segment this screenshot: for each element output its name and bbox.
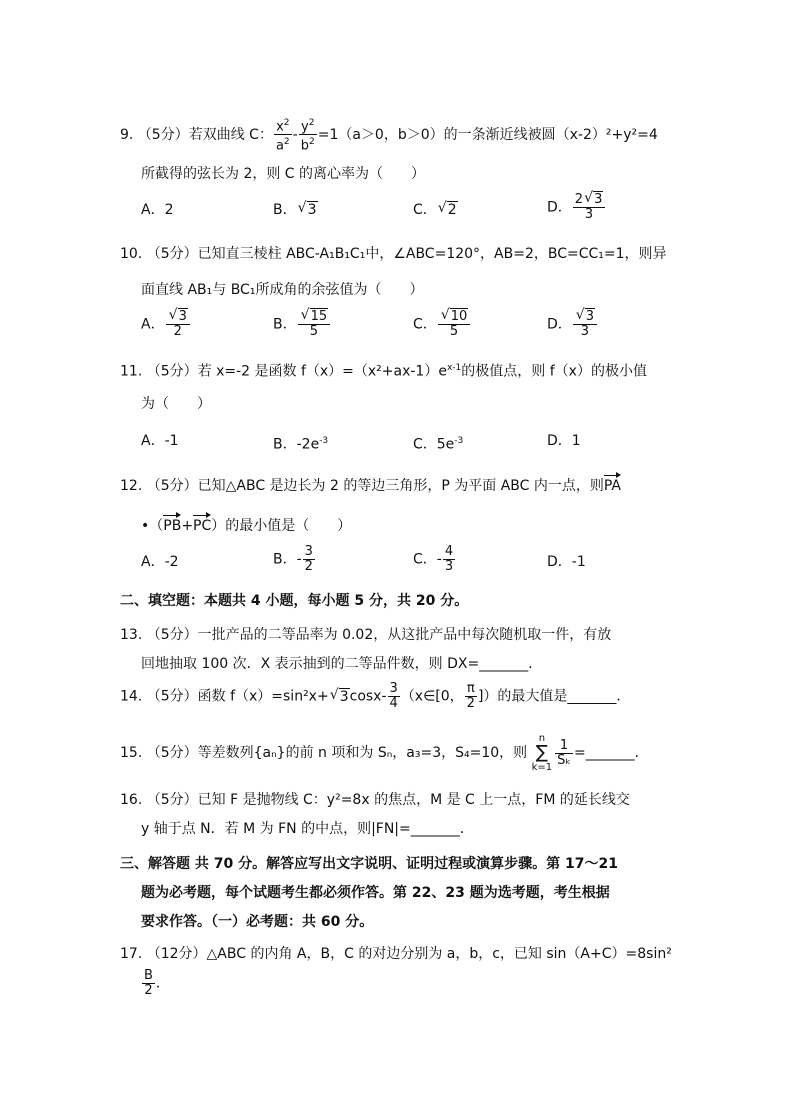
q10-option-d: D． √ 3 3 bbox=[547, 310, 598, 339]
q10-line1: 10. （5分）已知直三棱柱 ABC-A₁B₁C₁中，∠ABC=120°，AB=2，BC=CC₁=1，则异 bbox=[120, 246, 667, 262]
q9-frac-x: $\frac{x^2}{a^2}$ bbox=[275, 118, 290, 154]
q13-line1: 13. （5分）一批产品的二等品率为 0.02，从这批产品中每次随机取一件，有放 bbox=[120, 627, 612, 643]
q12-option-a: A．-2 bbox=[141, 554, 179, 570]
q9-line1: 9. （5分）若双曲线 C： $\frac{x^2}{a^2}$ - $\frac{y^2}{b^2}$ =1（a＞0，b＞0）的一条渐近线被圆（x-2）²+y²=4 bbox=[120, 118, 658, 154]
vector-pc: PC bbox=[193, 513, 211, 535]
q12-line1: 12. （5分）已知△ABC 是边长为 2 的等边三角形，P 为平面 ABC 内一点，则PA bbox=[120, 473, 621, 495]
q12-line2: •（PB+PC）的最小值是（ ） bbox=[141, 513, 351, 535]
q11-option-b: B．$-2e^{-3}$ bbox=[273, 436, 329, 453]
q11-option-c: C．$5e^{-3}$ bbox=[413, 436, 464, 453]
q17-line1: 17. （12分）△ABC 的内角 A，B，C 的对边分别为 a，b，c，已知 sin（A+C）=8sin² bbox=[120, 946, 672, 962]
q9-option-c: C． √ 2 bbox=[413, 200, 457, 218]
section-2-heading: 二、填空题：本题共 4 小题，每小题 5 分，共 20 分。 bbox=[120, 593, 469, 609]
section-3-line1: 三、解答题 共 70 分。解答应写出文字说明、证明过程或演算步骤。第 17～21 bbox=[120, 856, 618, 872]
q10-option-a: A． √ 3 2 bbox=[141, 310, 191, 339]
q9-option-b: B． √ 3 bbox=[273, 200, 317, 218]
section-3-line3: 要求作答。（一）必考题：共 60 分。 bbox=[141, 914, 374, 930]
q10-option-c: C． √ 10 5 bbox=[413, 310, 471, 339]
q17-line2: $\frac{B}{2}$ ． bbox=[144, 968, 170, 998]
q13-line2: 回地抽取 100 次．X 表示抽到的二等品件数，则 DX=_______． bbox=[141, 656, 543, 672]
q9-rest: =1（a＞0，b＞0）的一条渐近线被圆（x-2）²+y²=4 bbox=[317, 126, 658, 143]
q9-prefix: 9. （5分）若双曲线 C： bbox=[120, 126, 273, 143]
q12-option-d: D．-1 bbox=[547, 554, 586, 570]
q16-line2: y 轴于点 N．若 M 为 FN 的中点，则|FN|=_______． bbox=[141, 821, 474, 837]
q11-option-a: A．-1 bbox=[141, 433, 179, 449]
vector-pb: PB bbox=[163, 513, 181, 535]
q9-line2: 所截得的弦长为 2，则 C 的离心率为（ ） bbox=[141, 166, 426, 182]
q11-line2: 为（ ） bbox=[141, 396, 211, 412]
summation: n ∑ k=1 bbox=[531, 733, 553, 773]
q10-option-b: B． √ 15 5 bbox=[273, 310, 331, 339]
q12-option-b: B．- $\frac{3}{2}$ bbox=[273, 544, 313, 574]
q11-line1: 11. （5分）若 x=-2 是函数 $f(x)=(x^2+ax-1)e^{x-1}$的极值点，则 f（x）的极小值 bbox=[120, 363, 647, 380]
q10-line2: 面直线 AB₁与 BC₁所成角的余弦值为（ ） bbox=[141, 282, 424, 298]
q9-frac-y: $\frac{y^2}{b^2}$ bbox=[300, 118, 315, 154]
q11-option-d: D．1 bbox=[547, 433, 581, 449]
q16-line1: 16. （5分）已知 F 是抛物线 C：y²=8x 的焦点，M 是 C 上一点，FM 的延长线交 bbox=[120, 792, 630, 808]
q9-option-a: A．2 bbox=[141, 202, 174, 218]
vector-pa: PA bbox=[604, 473, 621, 495]
q14-line: 14. （5分）函数 f（x）=sin²x+ √ 3cosx- $\frac{3}{4}$ （x∈[0， $\frac{\pi}{2}$ ]）的最大值是_______． bbox=[120, 681, 631, 711]
q12-option-c: C．- $\frac{4}{3}$ bbox=[413, 544, 454, 574]
section-3-line2: 题为必考题，每个试题考生都必须作答。第 22、23 题为选考题，考生根据 bbox=[141, 885, 610, 901]
q15-line: 15. （5分）等差数列{aₙ}的前 n 项和为 Sₙ，a₃=3，S₄=10，则 n ∑ k=1 $\frac{1}{\text{Sₖ}}$ =_______． bbox=[120, 733, 649, 773]
q9-option-d: D． 2 √ 3 3 bbox=[547, 193, 606, 222]
